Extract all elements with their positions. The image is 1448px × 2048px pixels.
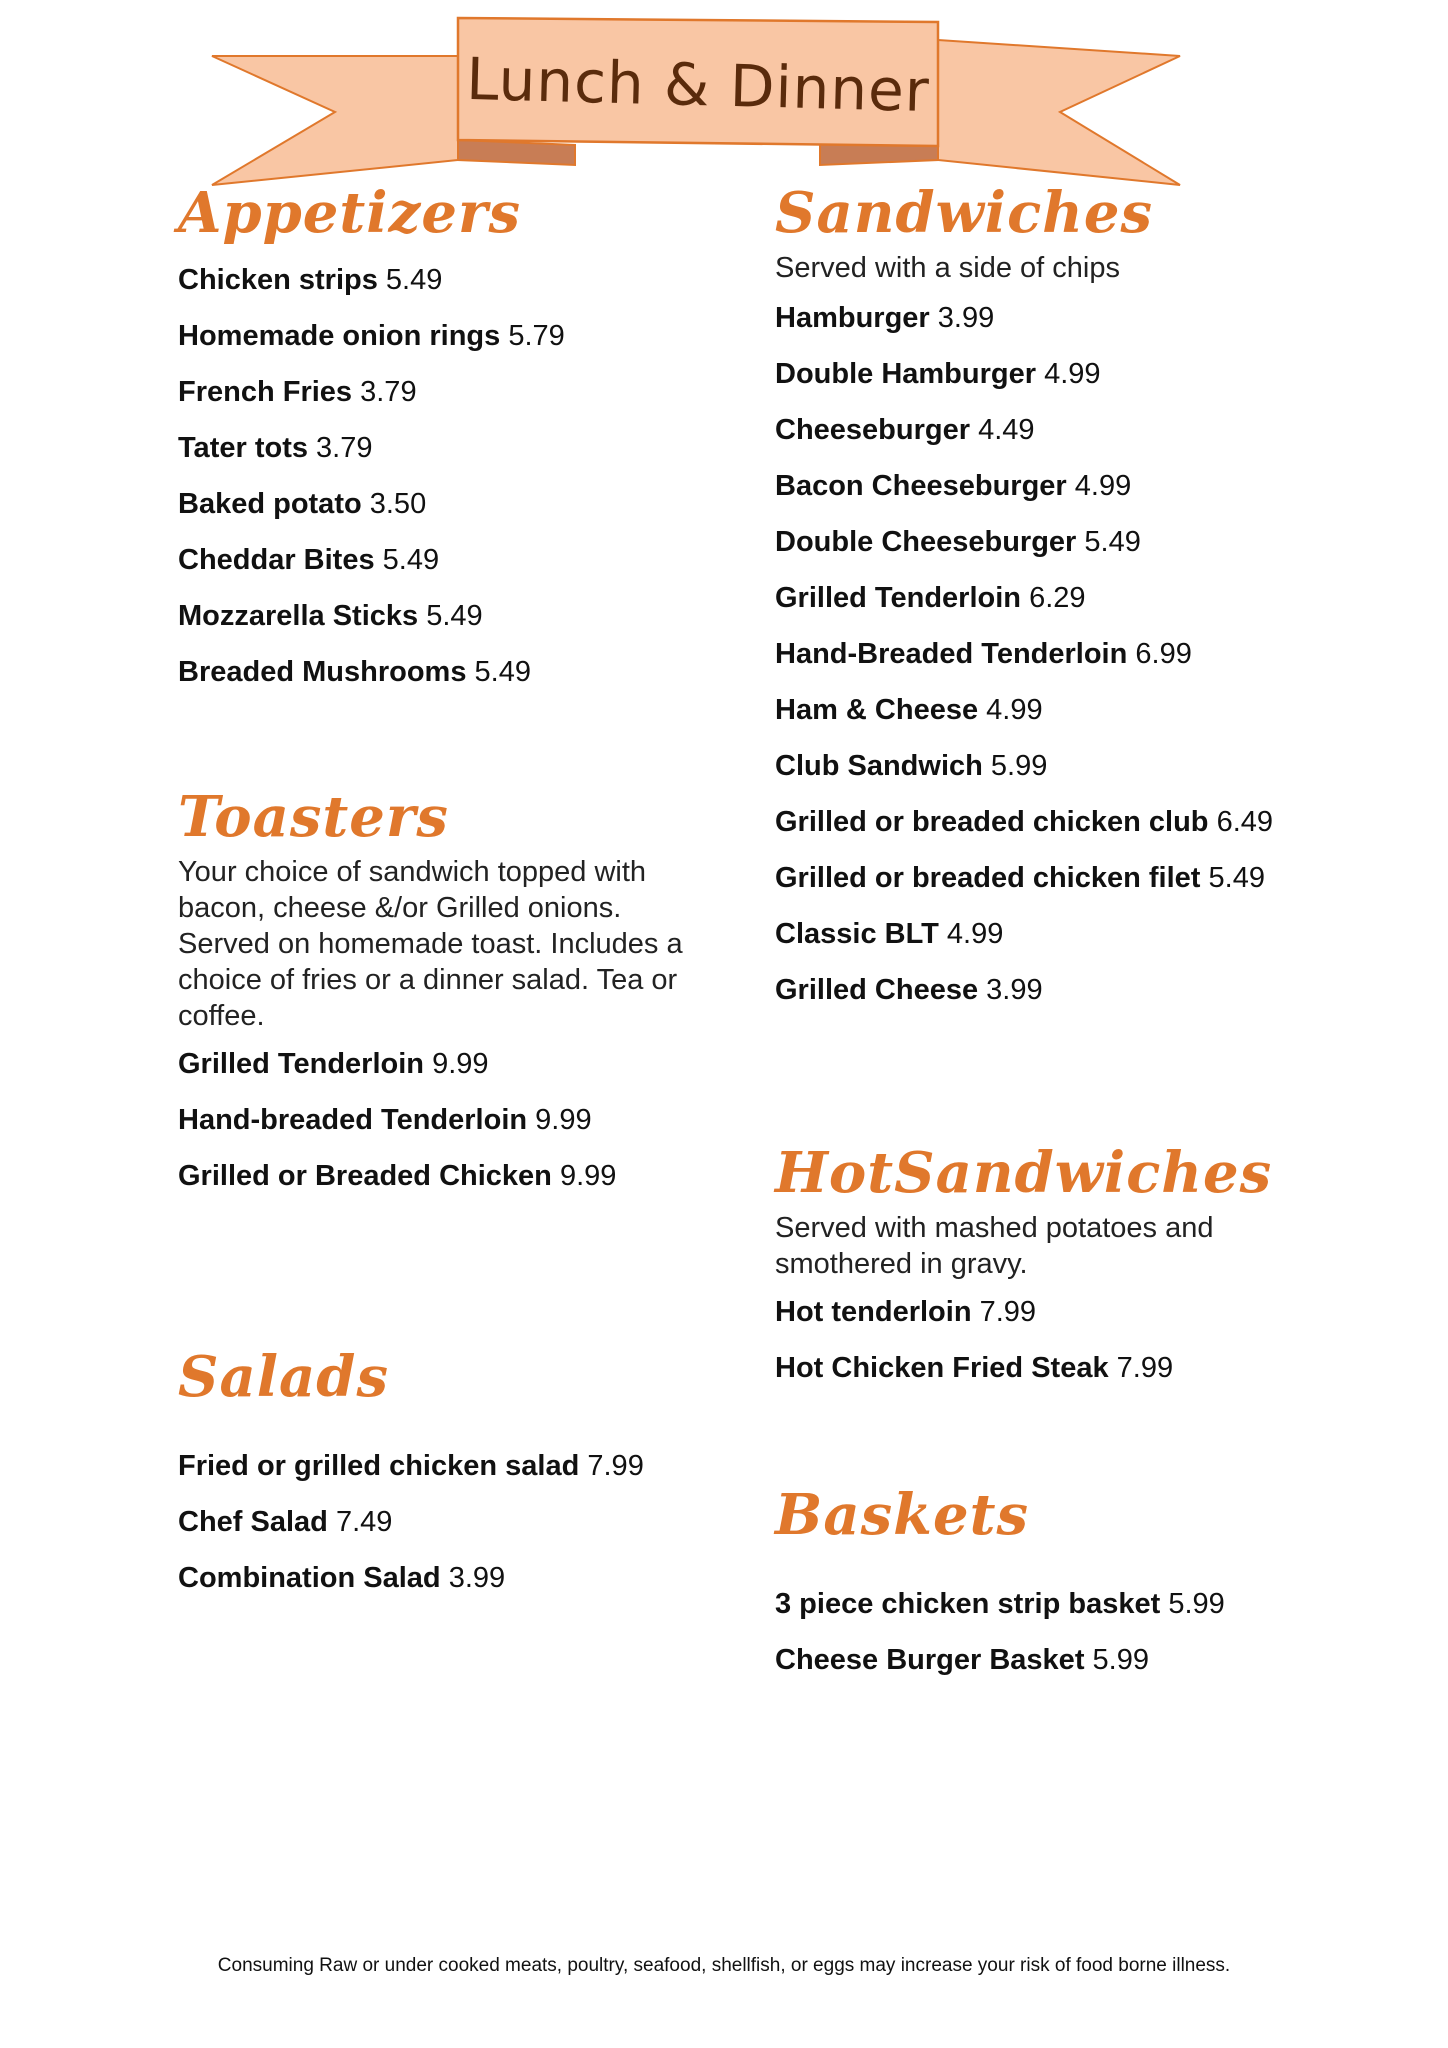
menu-item <box>775 1640 1395 1696</box>
menu-item-price: 5.79 <box>508 320 565 352</box>
menu-item-price: 5.49 <box>1208 862 1265 894</box>
menu-item-price: 7.99 <box>979 1296 1037 1328</box>
menu-item-price: 6.49 <box>1216 806 1274 838</box>
menu-item-name: Double Cheeseburger <box>775 526 1077 558</box>
menu-item-price: 3.99 <box>986 974 1043 1006</box>
salads-section <box>178 1342 718 1614</box>
menu-item <box>178 1100 718 1156</box>
menu-item-name: Mozzarella Sticks <box>178 600 419 632</box>
menu-item-price: 7.99 <box>587 1450 644 1482</box>
menu-item <box>178 1156 718 1212</box>
menu-item <box>775 1348 1395 1404</box>
sandwiches-heading: Sandwiches <box>775 180 1154 246</box>
menu-item-name: Hand-breaded Tenderloin <box>178 1104 528 1136</box>
menu-item-name: Chicken strips <box>178 264 378 296</box>
menu-item-price: 9.99 <box>559 1160 617 1192</box>
menu-item-name: Classic BLT <box>775 918 939 950</box>
menu-item-name: 3 piece chicken strip basket <box>775 1588 1161 1620</box>
menu-item <box>178 596 718 652</box>
menu-item-name: Bacon Cheeseburger <box>775 470 1067 502</box>
menu-item-price: 4.99 <box>986 694 1043 726</box>
menu-item <box>775 578 1395 634</box>
menu-item-name: Combination Salad <box>178 1562 441 1594</box>
menu-item-price: 5.99 <box>990 750 1048 782</box>
menu-item <box>775 970 1395 1026</box>
menu-item-price: 4.99 <box>1044 358 1101 390</box>
hot-sandwiches-section <box>775 1138 1395 1404</box>
menu-item-price: 7.49 <box>335 1506 393 1538</box>
menu-item-name: Ham & Cheese <box>775 694 979 726</box>
menu-title: Lunch & Dinner <box>465 44 931 126</box>
menu-item-price: 3.79 <box>360 376 417 408</box>
menu-item-name: Hand-Breaded Tenderloin <box>775 638 1128 670</box>
menu-item-name: Homemade onion rings <box>178 320 501 352</box>
menu-item-name: Hot tenderloin <box>775 1296 972 1328</box>
menu-item <box>775 1292 1395 1348</box>
menu-item <box>178 652 718 708</box>
menu-item-name: Grilled Cheese <box>775 974 979 1006</box>
menu-item-price: 6.29 <box>1029 582 1086 614</box>
menu-item-price: 5.49 <box>426 600 483 632</box>
menu-item-name: Double Hamburger <box>775 358 1037 390</box>
menu-item <box>178 1502 718 1558</box>
menu-item-name: Cheddar Bites <box>178 544 375 576</box>
appetizers-section <box>178 178 718 708</box>
menu-item <box>775 466 1395 522</box>
menu-item <box>775 522 1395 578</box>
menu-item-name: Fried or grilled chicken salad <box>178 1450 580 1482</box>
toasters-heading: Toasters <box>178 784 449 850</box>
baskets-heading: Baskets <box>775 1482 1029 1548</box>
appetizers-list <box>178 260 718 708</box>
menu-item <box>178 1558 718 1614</box>
salads-heading: Salads <box>178 1344 389 1410</box>
hot-sandwiches-description: Served with mashed potatoes and smothered in gravy. <box>775 1212 1214 1280</box>
menu-item-price: 4.99 <box>946 918 1004 950</box>
ribbon-left-fold <box>458 140 575 165</box>
menu-item-name: Club Sandwich <box>775 750 983 782</box>
menu-item-price: 5.99 <box>1092 1644 1149 1676</box>
menu-item-name: Cheeseburger <box>775 414 971 446</box>
menu-item-price: 5.49 <box>385 264 443 296</box>
menu-item-name: Grilled or Breaded Chicken <box>178 1160 552 1192</box>
menu-item <box>775 690 1395 746</box>
menu-item-price: 6.99 <box>1135 638 1192 670</box>
menu-item <box>775 858 1395 914</box>
menu-item <box>178 428 718 484</box>
menu-item-name: Grilled or breaded chicken club <box>775 806 1209 838</box>
menu-item-name: Cheese Burger Basket <box>775 1644 1085 1676</box>
menu-item <box>775 802 1395 858</box>
menu-item <box>775 914 1395 970</box>
toasters-section <box>178 782 718 1212</box>
menu-item-price: 3.99 <box>937 302 995 334</box>
menu-item-name: Breaded Mushrooms <box>178 656 467 688</box>
menu-item-price: 5.99 <box>1168 1588 1225 1620</box>
menu-item-name: Baked potato <box>178 488 362 520</box>
menu-item <box>775 354 1395 410</box>
menu-item <box>775 298 1395 354</box>
menu-item-name: Grilled or breaded chicken filet <box>775 862 1201 894</box>
sandwiches-list <box>775 298 1395 1026</box>
menu-item <box>775 1584 1395 1640</box>
menu-item-price: 3.50 <box>369 488 427 520</box>
sandwiches-description: Served with a side of chips <box>775 252 1120 284</box>
menu-item <box>178 1044 718 1100</box>
hot-sandwiches-heading: HotSandwiches <box>775 1140 1273 1206</box>
menu-item <box>178 372 718 428</box>
ribbon-left-tail <box>212 56 458 185</box>
toasters-list <box>178 1044 718 1212</box>
menu-item-price: 5.49 <box>1084 526 1141 558</box>
menu-item <box>178 540 718 596</box>
menu-item <box>775 634 1395 690</box>
menu-item-price: 7.99 <box>1116 1352 1174 1384</box>
toasters-description: Your choice of sandwich topped with bacon, cheese &/or Grilled onions. Served on homemade toast. Includes a choice of fries or a dinner salad. Tea or coffee. <box>178 856 683 1032</box>
menu-item-name: French Fries <box>178 376 353 408</box>
baskets-section <box>775 1480 1395 1696</box>
menu-item <box>775 746 1395 802</box>
menu-item <box>775 410 1395 466</box>
menu-item-price: 4.99 <box>1074 470 1132 502</box>
appetizers-heading: Appetizers <box>178 180 521 246</box>
menu-item <box>178 1446 718 1502</box>
menu-item-name: Chef Salad <box>178 1506 328 1538</box>
sandwiches-section <box>775 178 1395 1026</box>
menu-item-name: Grilled Tenderloin <box>178 1048 424 1080</box>
menu-item-name: Grilled Tenderloin <box>775 582 1021 614</box>
menu-item-price: 5.49 <box>474 656 531 688</box>
baskets-list <box>775 1584 1395 1696</box>
menu-item-price: 3.79 <box>316 432 373 464</box>
menu-item-price: 3.99 <box>448 1562 506 1594</box>
menu-item <box>178 260 718 316</box>
hot-sandwiches-list <box>775 1292 1395 1404</box>
menu-item <box>178 484 718 540</box>
menu-item-price: 4.49 <box>978 414 1035 446</box>
menu-item-name: Hamburger <box>775 302 930 334</box>
menu-item-price: 9.99 <box>535 1104 592 1136</box>
menu-item-price: 9.99 <box>432 1048 489 1080</box>
menu-item <box>178 316 718 372</box>
ribbon-right-tail <box>938 40 1180 185</box>
food-safety-disclaimer: Consuming Raw or under cooked meats, poultry, seafood, shellfish, or eggs may increase your risk of food borne illness. <box>217 1955 1231 1976</box>
menu-item-name: Tater tots <box>178 432 308 464</box>
menu-item-name: Hot Chicken Fried Steak <box>775 1352 1109 1384</box>
salads-list <box>178 1446 718 1614</box>
menu-item-price: 5.49 <box>382 544 440 576</box>
